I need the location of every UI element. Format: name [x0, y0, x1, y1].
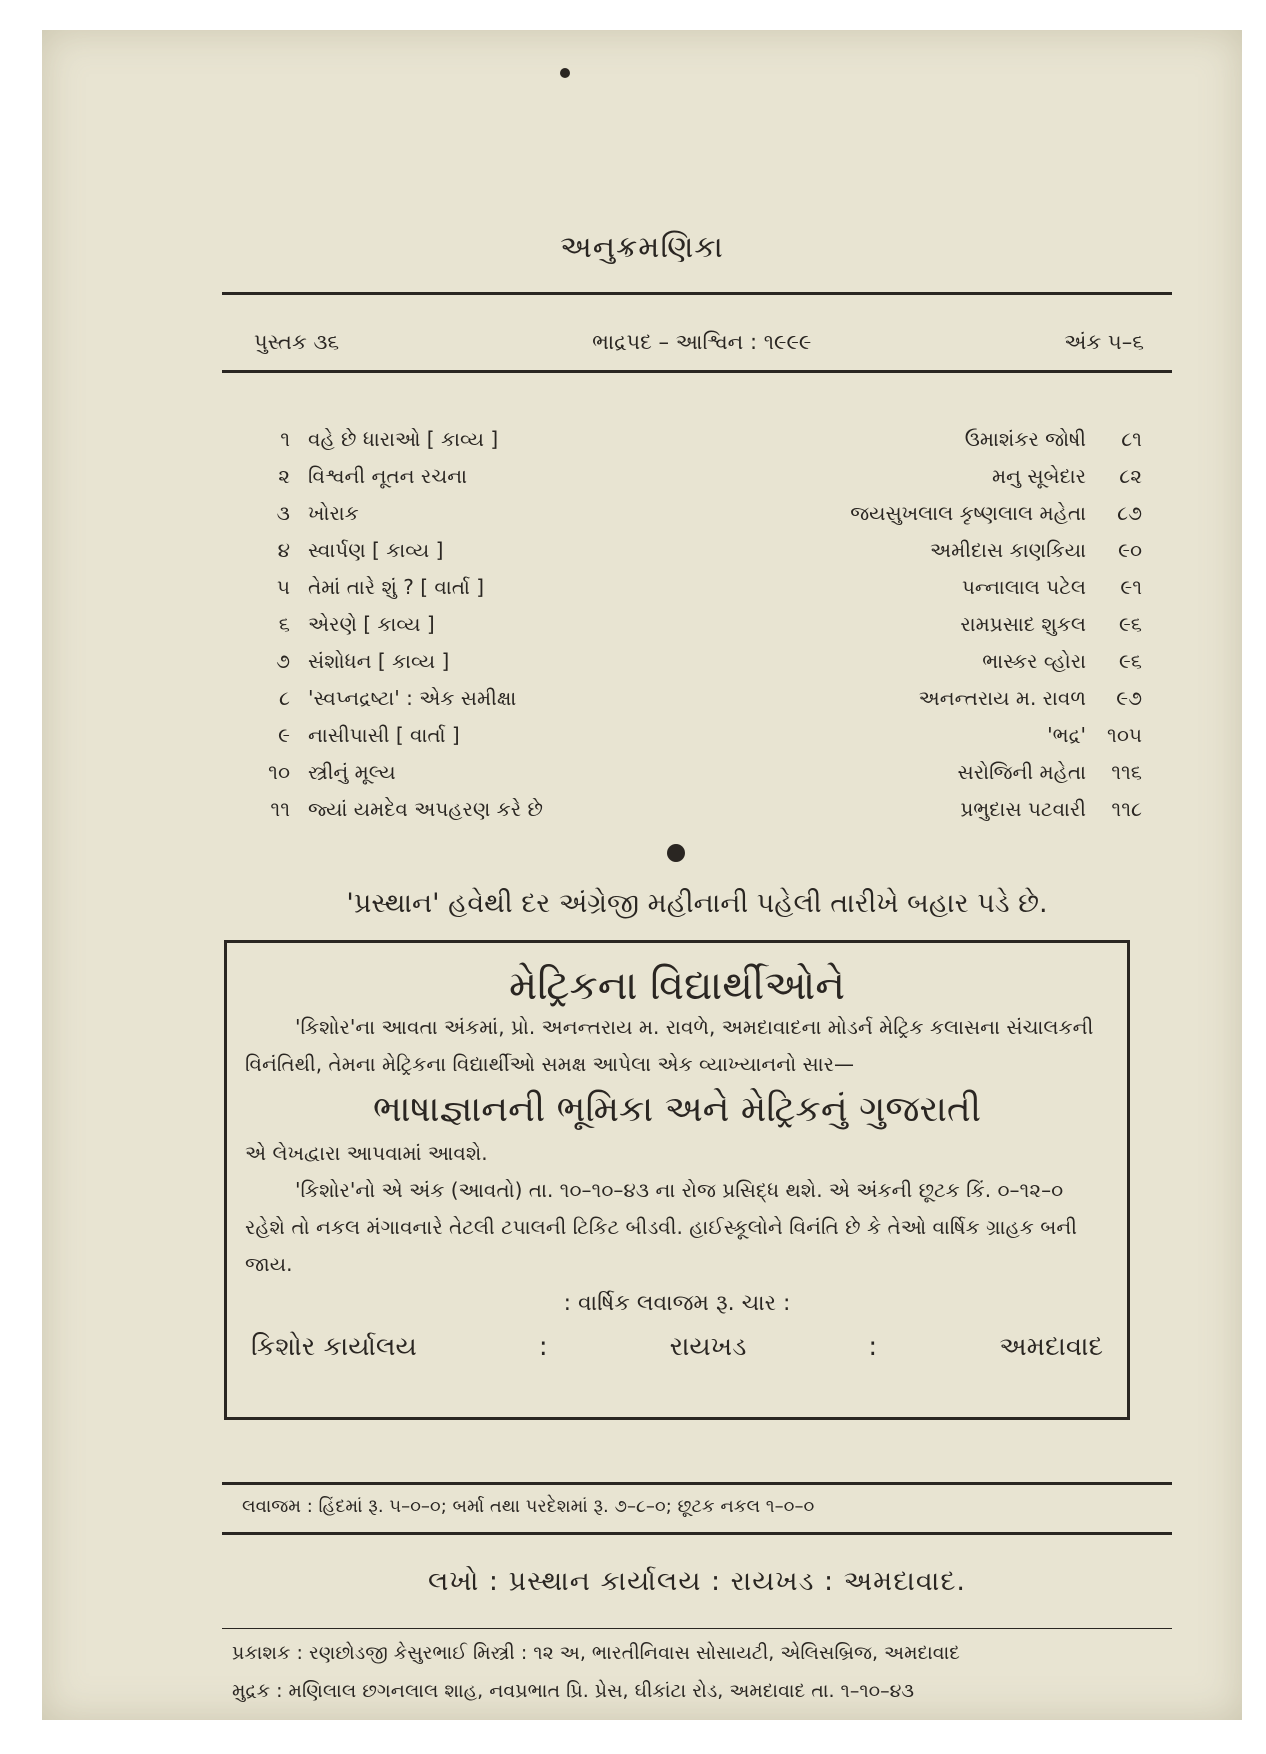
entry-title: સંશોધન [ કાવ્ય ]: [308, 648, 450, 673]
entry-page: ૧૧૬: [1111, 759, 1142, 784]
entry-number: ૧: [280, 426, 290, 451]
publication-notice: 'પ્રસ્થાન' હવેથી દર અંગ્રેજી મહીનાની પહેલી તારીખે બહાર પડે છે.: [346, 888, 1048, 919]
entry-number: ૪: [277, 537, 290, 562]
entry-page: ૧૧૮: [1111, 796, 1142, 821]
entry-number: ૧૦: [268, 759, 290, 784]
entry-author: ઉમાશંકર જોષી: [964, 426, 1086, 451]
city-name: અમદાવાદ: [999, 1332, 1103, 1362]
toc-row: [242, 457, 1142, 494]
entry-title: વિશ્વની નૂતન રચના: [308, 463, 468, 488]
separator-dot: [667, 844, 685, 862]
toc-row: [242, 790, 1142, 827]
toc-row: [242, 753, 1142, 790]
binding-hole: [560, 68, 570, 78]
entry-number: ૧૧: [270, 796, 290, 821]
entry-title: એરણે [ કાવ્ય ]: [308, 611, 435, 636]
entry-page: ૯૬: [1118, 611, 1142, 636]
entry-author: પન્નાલાલ પટેલ: [961, 574, 1086, 599]
entry-author: જયસુખલાલ કૃષ્ણલાલ મહેતા: [850, 500, 1086, 525]
entry-title: સ્વાર્પણ [ કાવ્ય ]: [308, 537, 444, 562]
divider: [222, 1628, 1172, 1629]
entry-title: 'સ્વપ્નદ્રષ્ટા' : એક સમીક્ષા: [308, 685, 517, 710]
toc-row: [242, 716, 1142, 753]
office-name: કિશોર કાર્યાલય: [251, 1332, 417, 1362]
announcement-box: [224, 940, 1130, 1420]
toc-row: [242, 420, 1142, 457]
entry-author: ભાસ્કર વ્હોરા: [982, 648, 1086, 673]
entry-author: સરોજિની મહેતા: [957, 759, 1086, 784]
entry-title: ખોરાક: [308, 500, 359, 525]
entry-number: ૨: [278, 463, 290, 488]
entry-author: પ્રભુદાસ પટવારી: [960, 796, 1086, 821]
entry-author: અનન્તરાય મ. રાવળ: [918, 685, 1086, 710]
entry-title: સ્ત્રીનું મૂલ્ય: [308, 759, 396, 784]
page-title: અનુક્રમણિકા: [560, 230, 724, 265]
entry-number: ૭: [276, 648, 290, 673]
entry-number: ૩: [276, 500, 290, 525]
volume-label: પુસ્તક ૩૬: [254, 330, 340, 354]
area-name: રાયખડ: [669, 1332, 747, 1362]
annual-fee: : વાર્ષિક લવાજમ રૂ. ચાર :: [563, 1291, 791, 1316]
announcement-heading: મેટ્રિકના વિદ્યાર્થીઓને: [508, 963, 846, 1009]
toc-row: [242, 568, 1142, 605]
issue-info: [254, 330, 1144, 355]
entry-title: વહે છે ધારાઓ [ કાવ્ય ]: [308, 426, 499, 451]
contact-address: લખો : પ્રસ્થાન કાર્યાલય : રાયખડ : અમદાવાદ.: [427, 1566, 967, 1597]
subscription-rates: લવાજમ : હિંદમાં રૂ. ૫–૦–૦; બર્મા તથા પરદેશમાં રૂ. ૭–૮–૦; છૂટક નકલ ૧–૦–૦: [242, 1496, 815, 1517]
announcement-address: [245, 1332, 1109, 1363]
printer-line: મુદ્રક : મણિલાલ છગનલાલ શાહ, નવપ્રભાત પ્રિ. પ્રેસ, ઘીકાંટા રોડ, અમદાવાદ તા. ૧–૧૦–૪૩: [232, 1680, 915, 1702]
toc-row: [242, 531, 1142, 568]
entry-number: ૬: [278, 611, 290, 636]
publisher-line: પ્રકાશક : રણછોડજી કેસુરભાઈ મિસ્ત્રી : ૧૨ અ, ભારતીનિવાસ સોસાયટી, એલિસબ્રિજ, અમદાવાદ: [232, 1642, 960, 1664]
months-label: ભાદ્રપદ – આશ્વિન : ૧૯૯૯: [592, 330, 812, 354]
entry-page: ૧૦૫: [1107, 722, 1142, 747]
address-separator: :: [868, 1332, 878, 1362]
entry-page: ૮૧: [1121, 426, 1142, 451]
entry-title: તેમાં તારે શું ? [ વાર્તા ]: [308, 574, 485, 599]
entry-author: 'ભદ્ર': [1047, 722, 1086, 747]
entry-title: જ્યાં યમદેવ અપહરણ કરે છે: [308, 796, 543, 821]
issue-number-label: અંક ૫–૬: [1064, 330, 1144, 354]
entry-author: મનુ સૂબેદાર: [991, 463, 1086, 488]
divider: [222, 370, 1172, 373]
address-separator: :: [538, 1332, 548, 1362]
entry-page: ૯૭: [1116, 685, 1142, 710]
entry-title: નાસીપાસી [ વાર્તા ]: [308, 722, 460, 747]
magazine-page: [42, 30, 1242, 1720]
entry-number: ૯: [278, 722, 290, 747]
announcement-paragraph: 'કિશોર'નો એ અંક (આવતો) તા. ૧૦–૧૦–૪૩ ના રોજ પ્રસિદ્ધ થશે. એ અંકની છૂટક કિં. ૦–૧૨–૦ રહેશે તો નકલ મંગાવનારે તેટલી ટપાલની ટિકિટ બીડવી. હાઈસ્કૂલોને વિનંતિ છે કે તેઓ વાર્ષિક ગ્રાહક બની જાય.: [245, 1178, 1077, 1276]
toc-row: [242, 494, 1142, 531]
entry-author: રામપ્રસાદ શુકલ: [960, 611, 1086, 636]
toc-row: [242, 605, 1142, 642]
announcement-paragraph: એ લેખદ્વારા આપવામાં આવશે.: [245, 1141, 488, 1165]
divider: [222, 1482, 1172, 1485]
entry-author: અમીદાસ કાણકિયા: [930, 537, 1086, 562]
entry-page: ૮૨: [1119, 463, 1142, 488]
entry-page: ૯૦: [1118, 537, 1142, 562]
lecture-title: ભાષાજ્ઞાનની ભૂમિકા અને મેટ્રિકનું ગુજરાતી: [372, 1089, 982, 1130]
entry-page: ૯૬: [1118, 648, 1142, 673]
entry-page: ૮૭: [1117, 500, 1142, 525]
entry-number: ૮: [279, 685, 290, 710]
entry-page: ૯૧: [1120, 574, 1142, 599]
entry-number: ૫: [276, 574, 290, 599]
divider: [222, 292, 1172, 295]
divider: [222, 1532, 1172, 1535]
table-of-contents: [242, 420, 1142, 827]
toc-row: [242, 642, 1142, 679]
toc-row: [242, 679, 1142, 716]
announcement-paragraph: 'કિશોર'ના આવતા અંકમાં, પ્રો. અનન્તરાય મ. રાવળે, અમદાવાદના મોડર્ન મેટ્રિક કલાસના સંચાલકની વિનંતિથી, તેમના મેટ્રિકના વિદ્યાર્થીઓ સમક્ષ આપેલા એક વ્યાખ્યાનનો સાર—: [245, 1015, 1094, 1076]
